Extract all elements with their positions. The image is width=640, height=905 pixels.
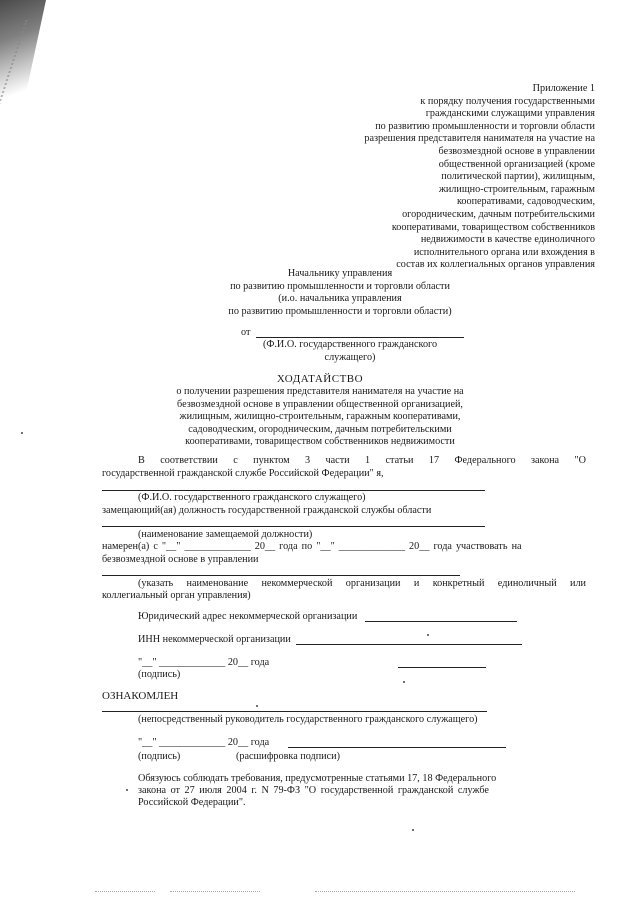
scan-speck [403,681,405,683]
appendix-line: гражданскими служащими управления [425,108,595,120]
addressee-line: (и.о. начальника управления [278,293,402,305]
ack-decoding-caption: (расшифровка подписи) [236,751,340,762]
intent-line: намерен(а) с "__" _____________ 20__ года по "__" _____________ 20__ года участвовать на [102,541,522,552]
appendix-line: общественной организацией (кроме [438,158,595,170]
position-field[interactable] [102,526,485,527]
appendix-line: состав их коллегиальных органов управления [396,259,595,271]
fio-caption: (Ф.И.О. государственного гражданского служащего) [138,492,366,503]
para1-line1: В соответствии с пунктом 3 части 1 статьи 17 Федерального закона "О [138,455,586,466]
signature-caption: (подпись) [138,669,181,680]
position-caption: (наименование замещаемой должности) [138,529,313,540]
acknowledged-title: ОЗНАКОМЛЕН [102,690,179,702]
scan-edge-bottom [315,891,575,892]
appendix-line: по развитию промышленности и торговли области [375,120,595,132]
appendix-line: Приложение 1 [532,83,595,94]
scan-speck [412,829,414,831]
obligation-line1: Обязуюсь соблюдать требования, предусмотренные статьями 17, 18 Федерального [138,773,497,784]
appendix-line: исполнительного органа или вхождения в [413,246,595,258]
ack-signature-caption: (подпись) [138,751,181,762]
ack-signature-field[interactable] [288,747,506,748]
manager-field[interactable] [102,711,487,712]
para1-line2: государственной гражданской службе Российской Федерации" я, [102,468,384,479]
scan-speck [21,432,23,434]
appendix-line: огородническим, дачным потребительскими [402,208,595,220]
ack-date-line: "__" _____________ 20__ года [138,737,270,748]
appendix-line: разрешения представителя нанимателя на участие на [364,133,595,145]
scan-edge-bottom [170,891,260,892]
petition-subtitle [150,386,490,449]
from-label: от [241,327,251,338]
from-caption-line: служащего) [324,351,376,363]
legal-address-label: Юридический адрес некоммерческой организации [138,611,358,622]
appendix-header [345,83,595,272]
position-line: замещающий(ая) должность государственной гражданской службы области [102,505,432,516]
from-caption [230,339,470,364]
legal-address-field[interactable] [365,621,517,622]
addressee-line: по развитию промышленности и торговли области) [228,305,452,317]
from-field[interactable] [256,337,464,338]
petition-subtitle-line: кооперативами, товариществом собственников недвижимости [185,436,455,448]
appendix-line: политической партии), жилищным, [441,171,595,183]
date-line: "__" _____________ 20__ года [138,657,270,668]
manager-caption: (непосредственный руководитель государственного гражданского служащего) [138,714,478,725]
addressee-line: по развитию промышленности и торговли области [230,280,450,292]
obligation-line3: Российской Федерации". [138,797,246,808]
inn-field[interactable] [296,644,522,645]
scan-speck [126,789,128,791]
addressee-block [210,268,470,318]
signature-field[interactable] [398,667,486,668]
appendix-line: жилищно-строительным, гаражным [438,183,595,195]
appendix-line: недвижимости в качестве единоличного [420,234,595,246]
org-caption-line2: коллегиальный орган управления) [102,590,251,601]
appendix-line: к порядку получения государственными [420,95,595,107]
intent-line-2: безвозмездной основе в управлении [102,554,259,565]
from-caption-line: (Ф.И.О. государственного гражданского [262,339,438,350]
petition-subtitle-line: безвозмездной основе в управлении общественной организацией, [177,398,463,410]
petition-subtitle-line: жилищным, жилищно-строительным, гаражным кооперативами, [179,411,461,423]
inn-label: ИНН некоммерческой организации [138,634,291,645]
scan-speck [427,634,429,636]
organization-field[interactable] [102,575,460,576]
obligation-line2: закона от 27 июля 2004 г. N 79-ФЗ "О государственной гражданской службе [138,785,489,796]
addressee-line: Начальнику управления [287,268,393,279]
org-caption-line1: (указать наименование некоммерческой организации и конкретный единоличный или [138,578,586,589]
scan-edge-bottom [95,891,155,892]
fio-field[interactable] [102,490,485,491]
appendix-line: кооперативами, товариществом собственников [391,221,595,233]
scan-speck [256,705,258,707]
petition-title: ХОДАТАЙСТВО [276,373,364,385]
petition-subtitle-line: о получении разрешения представителя нанимателя на участие на [176,386,464,397]
appendix-line: кооперативами, садоводческим, [456,196,595,208]
appendix-line: безвозмездной основе в управлении [438,145,595,157]
petition-subtitle-line: садоводческим, огородническим, дачным потребительскими [188,423,452,435]
